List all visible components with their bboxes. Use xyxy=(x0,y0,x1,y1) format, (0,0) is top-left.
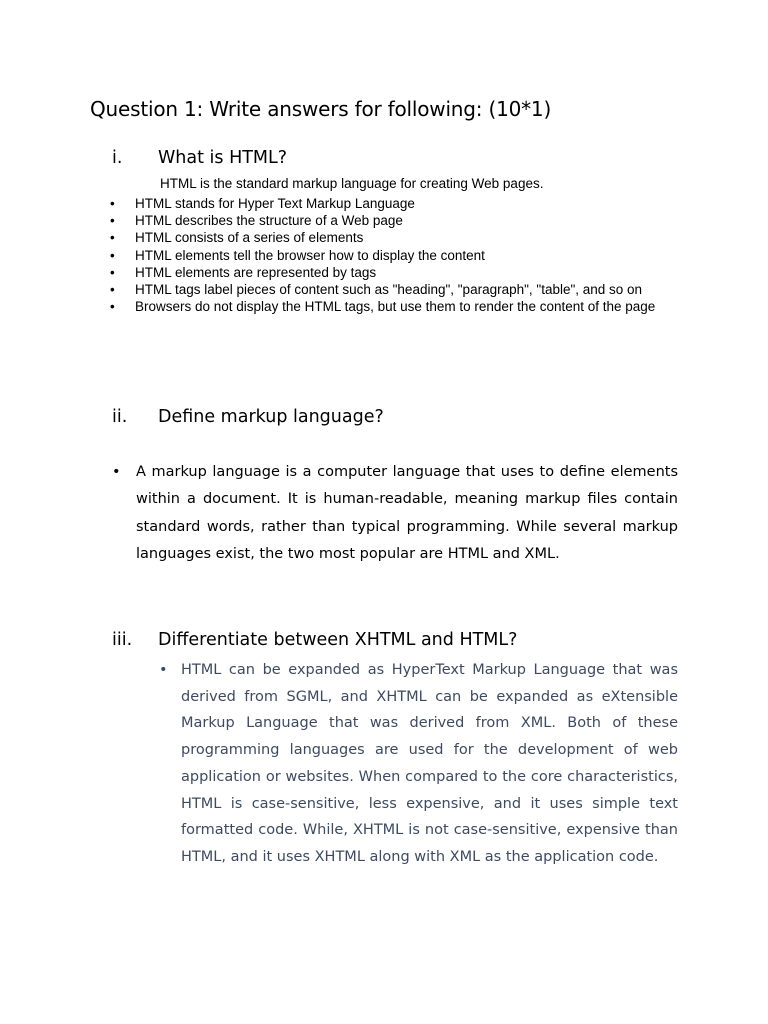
list-item: • A markup language is a computer language that uses to define elements within a document. It is human-readable, meaning markup files contain standard words, rather than typical programming. While several markup languages exist, the two most popular are HTML and XML. xyxy=(136,459,678,568)
section-heading-text: What is HTML? xyxy=(158,148,288,168)
list-item: • HTML stands for Hyper Text Markup Language xyxy=(135,195,678,212)
list-item: • HTML can be expanded as HyperText Markup Language that was derived from SGML, and XHTML can be expanded as eXtensible Markup Language that was derived from XML. Both of these programming languages are used for the development of web application or websites. When compared to the core characteristics, HTML is case-sensitive, less expensive, and it uses simple text formatted code. While, XHTML is not case-sensitive, expensive than HTML, and it uses XHTML along with XML as the application code. xyxy=(181,657,678,871)
question-title: Question 1: Write answers for following: (10*1) xyxy=(90,97,552,121)
html-facts-list xyxy=(135,195,678,315)
list-item: • Browsers do not display the HTML tags, but use them to render the content of the page xyxy=(135,298,678,315)
list-item: • HTML consists of a series of elements xyxy=(135,229,678,246)
section-heading-2 xyxy=(112,404,384,430)
xhtml-html-difference-list xyxy=(181,657,678,871)
section-heading-3 xyxy=(112,627,517,653)
list-item: • HTML elements tell the browser how to display the content xyxy=(135,247,678,264)
list-item: • HTML describes the structure of a Web page xyxy=(135,212,678,229)
section-heading-text: Define markup language? xyxy=(158,407,384,427)
markup-definition-list xyxy=(136,459,678,568)
list-item: • HTML tags label pieces of content such as "heading", "paragraph", "table", and so on xyxy=(135,281,678,298)
section-number: ii. xyxy=(112,407,128,427)
section-number: iii. xyxy=(112,630,133,650)
section-number: i. xyxy=(112,148,123,168)
section-heading-1 xyxy=(112,145,287,171)
list-item: • HTML elements are represented by tags xyxy=(135,264,678,281)
section-intro: HTML is the standard markup language for creating Web pages. xyxy=(160,176,544,191)
section-heading-text: Differentiate between XHTML and HTML? xyxy=(158,630,518,650)
